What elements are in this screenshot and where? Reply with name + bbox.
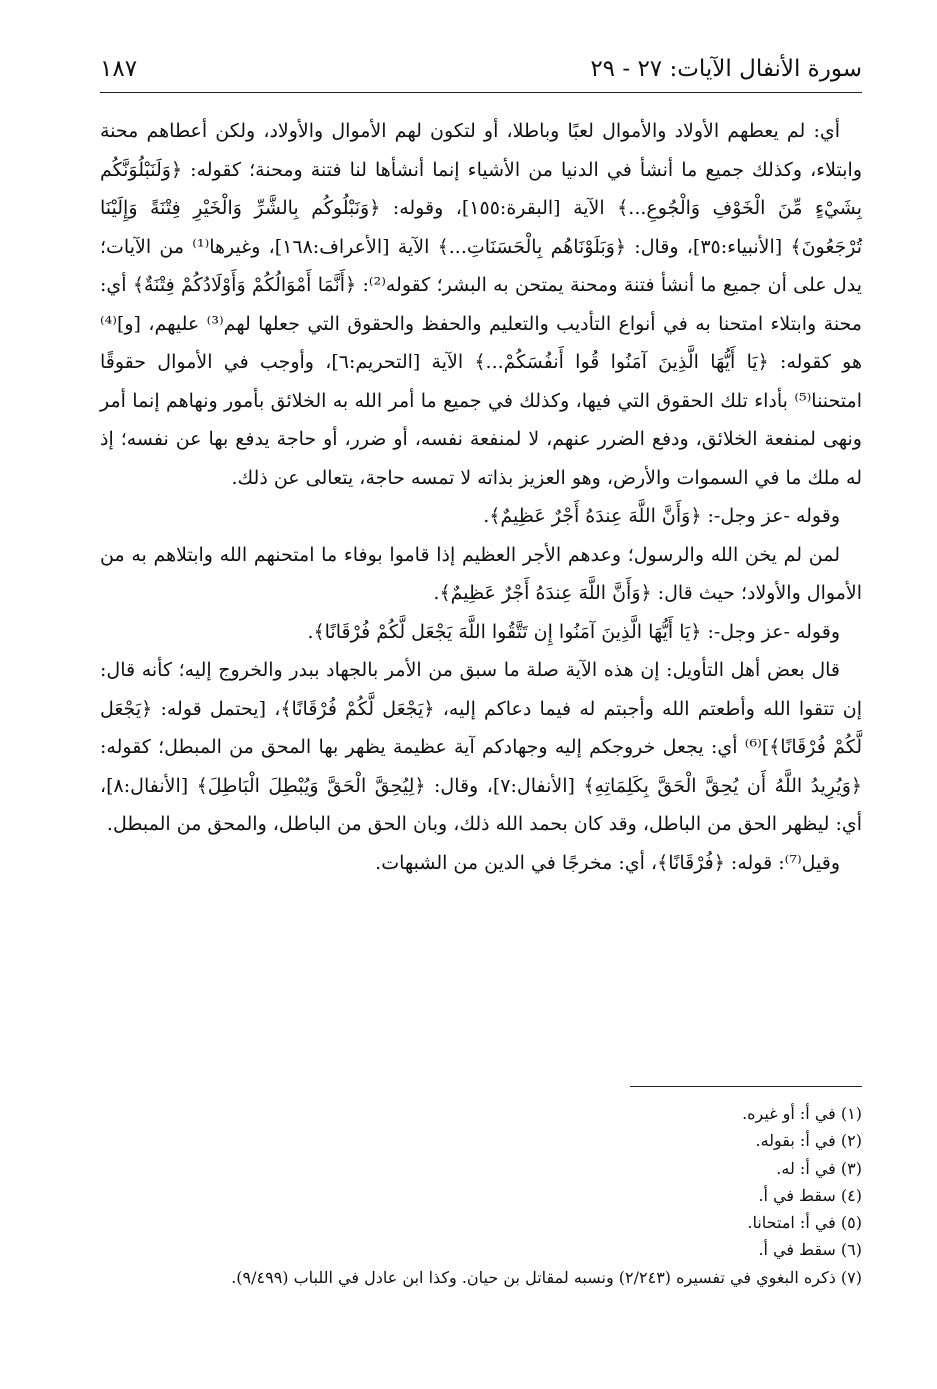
paragraph-commentary-4: وقيل⁽⁷⁾: قوله: ﴿فُرْقَانًا﴾، أي: مخرجًا في الدين من الشبهات. — [375, 851, 840, 874]
footnote: (٥) في أ: امتحانا. — [747, 1213, 862, 1233]
footnote: (٤) سقط في أ. — [758, 1185, 862, 1205]
main-text — [100, 112, 862, 882]
footnote: (٣) في أ: له. — [776, 1158, 862, 1178]
footnotes — [100, 1100, 862, 1291]
paragraph-commentary-3: قال بعض أهل التأويل: إن هذه الآية صلة ما سبق من الأمر بالجهاد ببدر والخروج إليه؛ كأنه قال: إن تتقوا الله وأطعتم الله وأجبتم له فيما دعاكم إليه، ﴿يَجْعَل لَّكُمْ فُرْقَانًا﴾، [يحتمل قوله: ﴿يَجْعَل لَّكُمْ فُرْقَانًا﴾]⁽⁶⁾ أي: يجعل خروجكم إليه وجهادكم آية عظيمة يظهر بها المحق من المبطل؛ كقوله: ﴿وَيُرِيدُ اللَّهُ أَن يُحِقَّ الْحَقَّ بِكَلِمَاتِهِ﴾ [الأنفال:٧]، وقال: ﴿لِيُحِقَّ الْحَقَّ وَيُبْطِلَ الْبَاطِلَ﴾ [الأنفال:٨]، أي: ليظهر الحق من الباطل، وقد كان بحمد الله ذلك، وبان الحق من الباطل، والمحق من المبطل. — [100, 659, 862, 835]
header-rule — [100, 92, 862, 93]
footnote: (٢) في أ: بقوله. — [755, 1131, 862, 1151]
page-number: ١٨٧ — [100, 56, 138, 82]
footnote-rule — [630, 1086, 862, 1087]
paragraph-commentary-2: لمن لم يخن الله والرسول؛ وعدهم الأجر العظيم إذا قاموا بوفاء ما امتحنهم الله وابتلاهم به من الأموال والأولاد؛ حيث قال: ﴿وَأَنَّ اللَّهَ عِندَهُ أَجْرٌ عَظِيمٌ﴾. — [100, 543, 862, 604]
paragraph-commentary-1: أي: لم يعطهم الأولاد والأموال لعبًا وباطلا، أو لتكون لهم الأموال والأولاد، ولكن أعطاهم محنة وابتلاء، وكذلك جميع ما أنشأ في الدنيا من الأشياء إنما أنشأها لنا فتنة ومحنة؛ كقوله: ﴿وَلَنَبْلُوَنَّكُم بِشَيْءٍ مِّنَ الْخَوْفِ وَالْجُوعِ...﴾ الآية [البقرة:١٥٥]، وقوله: ﴿وَنَبْلُوكُم بِالشَّرِّ وَالْخَيْرِ فِتْنَةً وَإِلَيْنَا تُرْجَعُونَ﴾ [الأنبياء:٣٥]، وقال: ﴿وَبَلَوْنَاهُم بِالْحَسَنَاتِ...﴾ الآية [الأعراف:١٦٨]، وغيرها⁽¹⁾ من الآيات؛ يدل على أن جميع ما أنشأ فتنة ومحنة يمتحن به البشر؛ كقوله⁽²⁾: ﴿أَنَّمَا أَمْوَالُكُمْ وَأَوْلَادُكُمْ فِتْنَةٌ﴾ أي: محنة وابتلاء امتحنا به في أنواع التأديب والتعليم والحفظ والحقوق التي جعلها لهم⁽³⁾ عليهم، [و]⁽⁴⁾ هو كقوله: ﴿يَا أَيُّهَا الَّذِينَ آمَنُوا قُوا أَنفُسَكُمْ...﴾ الآية [التحريم:٦]، وأوجب في الأموال حقوقًا امتحننا⁽⁵⁾ بأداء تلك الحقوق التي فيها، وكذلك في جميع ما أمر الله به الخلائق بأمور ونهاهم إنما أمر ونهى لمنفعة الخلائق، ودفع الضرر عنهم، لا لمنفعة نفسه، أو ضرر، أو حاجة يدفع بها عن نفسه؛ إذ له ملك ما في السموات والأرض، وهو العزيز بذاته لا تمسه حاجة، يتعالى عن ذلك. — [100, 120, 863, 489]
page-header — [100, 52, 862, 88]
paragraph-verse-quote-1: وقوله -عز وجل-: ﴿وَأَنَّ اللَّهَ عِندَهُ أَجْرٌ عَظِيمٌ﴾. — [483, 505, 840, 527]
footnote: (٦) سقط في أ. — [758, 1240, 862, 1260]
footnote: (١) في أ: أو غيره. — [742, 1104, 862, 1123]
paragraph-verse-quote-2: وقوله -عز وجل-: ﴿يَا أَيُّهَا الَّذِينَ آمَنُوا إِن تَتَّقُوا اللَّهَ يَجْعَل لَّكُمْ فُرْقَانًا﴾. — [307, 620, 840, 643]
footnote: (٧) ذكره البغوي في تفسيره (٢/٢٤٣) ونسبه لمقاتل بن حيان. وكذا ابن عادل في اللباب (٩/٤٩٩). — [231, 1267, 862, 1287]
running-title: سورة الأنفال الآيات: ٢٧ - ٢٩ — [590, 56, 862, 82]
